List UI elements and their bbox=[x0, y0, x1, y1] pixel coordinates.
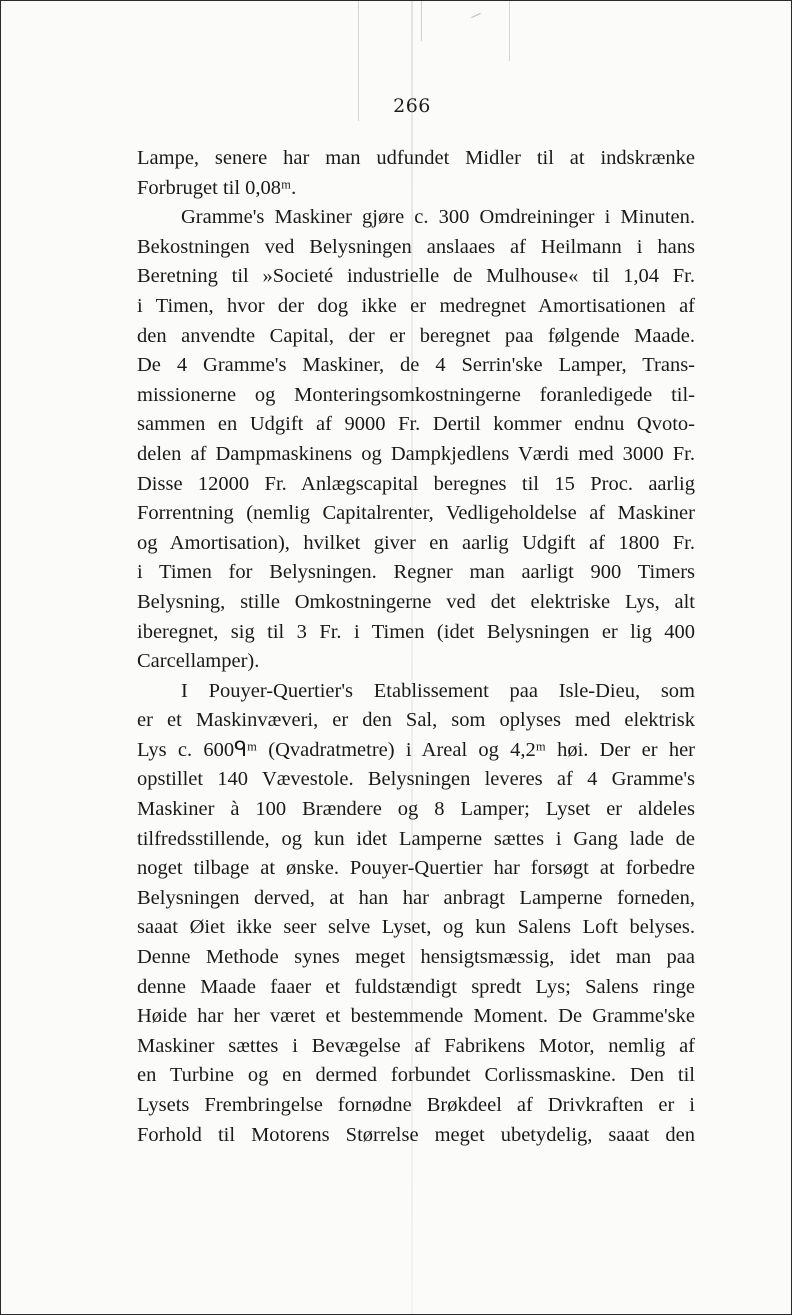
text-line: De 4 Gramme's Maskiner, de 4 Serrin'ske Lamper, Trans- bbox=[137, 354, 695, 377]
text-line: delen af Dampmaskinens og Dampkjedlens Værdi med 3000 Fr. bbox=[137, 442, 695, 465]
text-line: Lampe, senere har man udfundet Midler til at indskrænke bbox=[137, 147, 695, 169]
text-line: Lys c. 600ᑫᵐ (Qvadratmetre) i Areal og 4,2ᵐ høi. Der er her bbox=[137, 738, 695, 761]
scan-mark bbox=[471, 13, 480, 18]
text-line: Lysets Frembringelse fornødne Brøkdeel af Drivkraften er i bbox=[137, 1094, 695, 1116]
scan-guide-line bbox=[509, 1, 510, 61]
text-line: sammen en Udgift af 9000 Fr. Dertil kommer endnu Qvoto- bbox=[137, 413, 695, 436]
page-number: 266 bbox=[393, 95, 431, 117]
text-line: Beretning til »Societé industrielle de Mulhouse« til 1,04 Fr. bbox=[137, 265, 695, 288]
text-line: en Turbine og en dermed forbundet Corlissmaskine. Den til bbox=[137, 1064, 695, 1087]
text-line: Forbruget til 0,08ᵐ. bbox=[137, 176, 297, 199]
text-line: Maskiner à 100 Brændere og 8 Lamper; Lyset er aldeles bbox=[137, 798, 695, 821]
text-line: opstillet 140 Vævestole. Belysningen leveres af 4 Gramme's bbox=[137, 768, 695, 791]
text-line: Gramme's Maskiner gjøre c. 300 Omdreininger i Minuten. bbox=[181, 206, 695, 229]
text-line: er et Maskinvæveri, er den Sal, som oplyses med elektrisk bbox=[137, 709, 695, 732]
text-line: Høide har her været et bestemmende Moment. De Gramme'ske bbox=[137, 1005, 695, 1028]
text-line: tilfredsstillende, og kun idet Lamperne sættes i Gang lade de bbox=[137, 827, 695, 850]
text-line: noget tilbage at ønske. Pouyer-Quertier har forsøgt at forbedre bbox=[137, 857, 695, 880]
text-line: Bekostningen ved Belysningen anslaaes af Heilmann i hans bbox=[137, 235, 695, 258]
text-line: Disse 12000 Fr. Anlægscapital beregnes til 15 Proc. aarlig bbox=[137, 472, 695, 495]
scan-guide-line bbox=[421, 1, 422, 41]
text-line: Forhold til Motorens Størrelse meget ubetydelig, saaat den bbox=[137, 1123, 695, 1146]
text-line: Denne Methode synes meget hensigtsmæssig, idet man paa bbox=[137, 946, 695, 969]
text-line: Belysning, stille Omkostningerne ved det elektriske Lys, alt bbox=[137, 590, 695, 613]
text-line: Maskiner sættes i Bevægelse af Fabrikens Motor, nemlig af bbox=[137, 1034, 695, 1057]
text-line: Forrentning (nemlig Capitalrenter, Vedligeholdelse af Maskiner bbox=[137, 502, 695, 525]
text-line: missionerne og Monteringsomkostningerne foranledigede til- bbox=[137, 383, 695, 406]
body-text bbox=[137, 144, 695, 1150]
text-line: og Amortisation), hvilket giver en aarlig Udgift af 1800 Fr. bbox=[137, 531, 695, 554]
text-line: Belysningen derved, at han har anbragt Lamperne forneden, bbox=[137, 886, 695, 909]
text-line: saaat Øiet ikke seer selve Lyset, og kun Salens Loft belyses. bbox=[137, 916, 695, 939]
text-line: I Pouyer-Quertier's Etablissement paa Isle-Dieu, som bbox=[181, 679, 695, 702]
text-line: i Timen, hvor der dog ikke er medregnet Amortisationen af bbox=[137, 294, 695, 317]
text-line: i Timen for Belysningen. Regner man aarligt 900 Timers bbox=[137, 561, 695, 584]
text-line: den anvendte Capital, der er beregnet paa følgende Maade. bbox=[137, 324, 695, 347]
text-line: iberegnet, sig til 3 Fr. i Timen (idet Belysningen er lig 400 bbox=[137, 620, 695, 643]
text-line: Carcellamper). bbox=[137, 650, 260, 673]
text-line: denne Maade faaer et fuldstændigt spredt Lys; Salens ringe bbox=[137, 975, 695, 998]
